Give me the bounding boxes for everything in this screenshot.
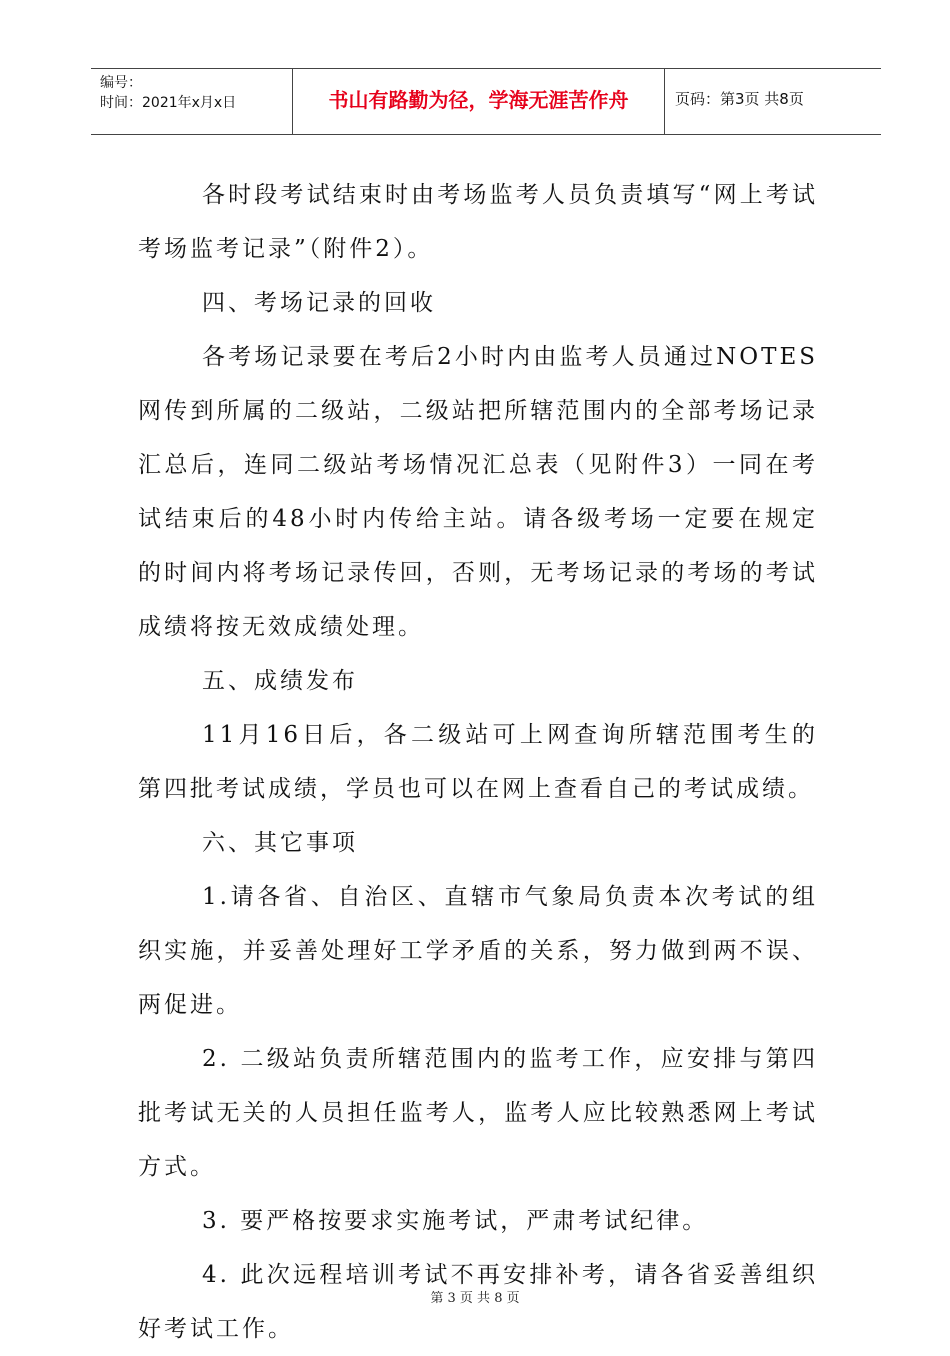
page-footer: 第 3 页 共 8 页 (430, 1291, 520, 1306)
list-item: 1.请各省、自治区、直辖市气象局负责本次考试的组织实施，并妥善处理好工学矛盾的关系，努力做到两不误、两促进。 (138, 884, 818, 1018)
header-time-label: 时间：2021年x月x日 (100, 95, 237, 111)
section-heading: 五、成绩发布 (202, 668, 358, 694)
header-number-label: 编号： (100, 75, 142, 91)
paragraph: 各考场记录要在考后2小时内由监考人员通过NOTES网传到所属的二级站，二级站把所辖范围内的全部考场记录汇总后，连同二级站考场情况汇总表（见附件3）一同在考试结束后的48小时内传给主站。请各级考场一定要在规定的时间内将考场记录传回，否则，无考场记录的考场的考试成绩将按无效成绩处理。 (138, 344, 818, 640)
paragraph: 各时段考试结束时由考场监考人员负责填写“网上考试考场监考记录”（附件2）。 (138, 182, 818, 262)
section-heading: 六、其它事项 (202, 830, 358, 856)
header-page-label: 页码：第3页 共8页 (675, 90, 804, 108)
list-item: 3. 要严格按要求实施考试，严肃考试纪律。 (202, 1208, 709, 1234)
header-motto: 书山有路勤为径，学海无涯苦作舟 (293, 69, 665, 134)
paragraph: 11月16日后，各二级站可上网查询所辖范围考生的第四批考试成绩，学员也可以在网上查看自己的考试成绩。 (138, 722, 818, 802)
header-meta (91, 69, 293, 134)
list-item: 2. 二级站负责所辖范围内的监考工作，应安排与第四批考试无关的人员担任监考人，监考人应比较熟悉网上考试方式。 (138, 1046, 818, 1180)
list-item: 4. 此次远程培训考试不再安排补考，请各省妥善组织好考试工作。 (138, 1262, 818, 1342)
page-header (91, 68, 881, 135)
document-body (138, 168, 818, 1356)
section-heading: 四、考场记录的回收 (202, 290, 436, 316)
